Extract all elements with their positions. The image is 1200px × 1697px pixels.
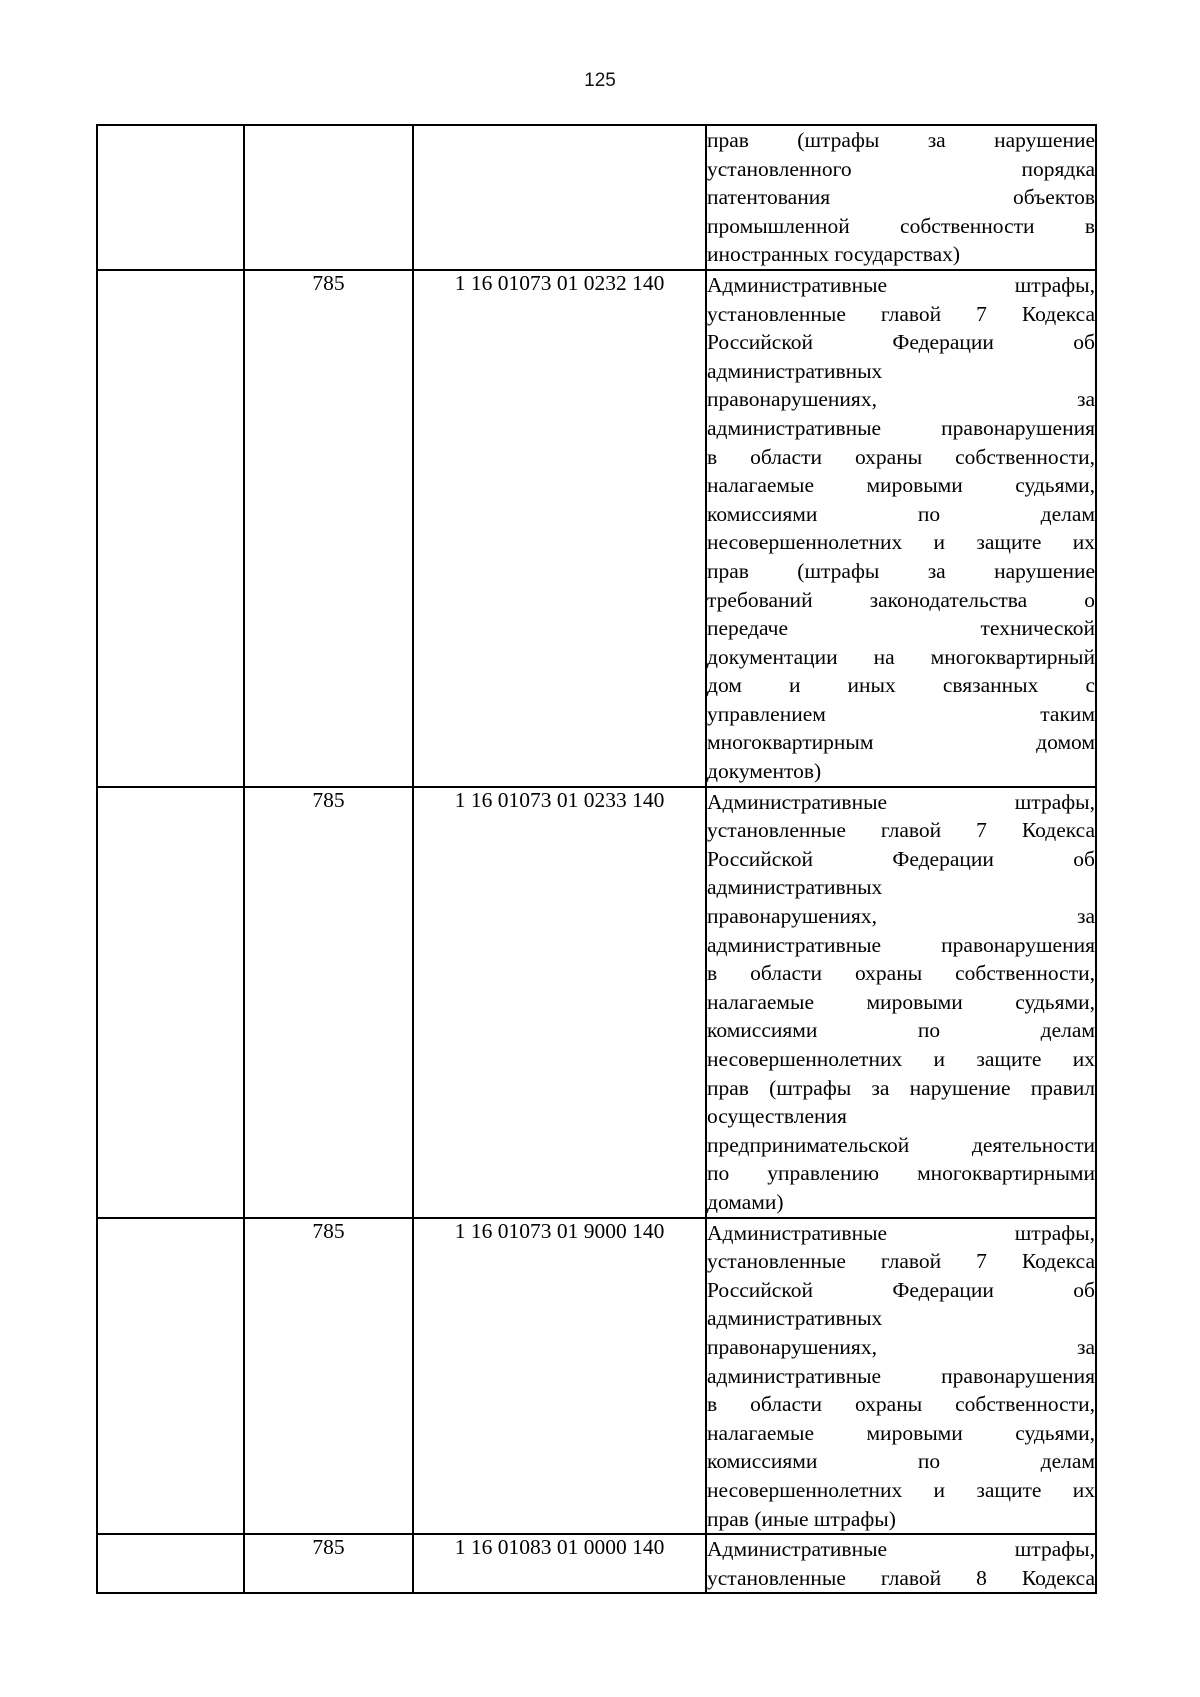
income-code-cell: 1 16 01073 01 0232 140 [413,270,706,787]
row-number-cell [97,270,244,787]
description-line: административных [707,875,883,900]
income-description-cell [706,1534,1096,1593]
description-line: административных [707,358,883,383]
description-line: Административные штрафы, [707,272,1095,297]
income-description-cell [706,270,1096,787]
description-line: передаче технической [707,616,1095,641]
description-line: комиссиями по делам [707,1018,1095,1043]
row-number-cell [97,787,244,1218]
table-row [97,1534,1096,1593]
description-line: административные правонарушения [707,415,1095,440]
description-line: требований законодательства о [707,587,1095,612]
description-line: промышленной собственности в [707,213,1095,238]
administrator-code-cell: 785 [244,1534,413,1593]
income-code-cell: 1 16 01083 01 0000 140 [413,1534,706,1593]
description-line: установленные главой 8 Кодекса [707,1565,1095,1590]
row-number-cell [97,1534,244,1593]
description-line: осуществления [707,1104,847,1129]
description-line: административные правонарушения [707,932,1095,957]
description-line: правонарушениях, за [707,387,1095,412]
description-line: в области охраны собственности, [707,961,1095,986]
table-row [97,125,1096,270]
description-line: многоквартирным домом [707,730,1095,755]
description-line: правонарушениях, за [707,904,1095,929]
description-line: установленные главой 7 Кодекса [707,301,1095,326]
income-code-cell [413,125,706,270]
description-line: Административные штрафы, [707,1537,1095,1562]
description-line: документации на многоквартирный [707,644,1095,669]
administrator-code-cell: 785 [244,1218,413,1535]
page-number: 125 [584,70,616,91]
row-number-cell [97,125,244,270]
budget-classification-table [96,124,1097,1594]
description-line: прав (штрафы за нарушение [707,128,1095,152]
administrator-code-cell: 785 [244,270,413,787]
description-line: прав (штрафы за нарушение [707,558,1095,583]
description-line: Российской Федерации об [707,330,1095,355]
income-code-cell: 1 16 01073 01 0233 140 [413,787,706,1218]
income-description-cell [706,125,1096,270]
income-code-cell: 1 16 01073 01 9000 140 [413,1218,706,1535]
description-line: прав (иные штрафы) [707,1506,896,1531]
description-line: Российской Федерации об [707,1277,1095,1302]
description-line: налагаемые мировыми судьями, [707,1420,1095,1445]
description-line: установленные главой 7 Кодекса [707,1249,1095,1274]
row-number-cell [97,1218,244,1535]
administrator-code-cell: 785 [244,787,413,1218]
description-line: несовершеннолетних и защите их [707,1477,1095,1502]
table-row [97,270,1096,787]
income-description-cell [706,1218,1096,1535]
description-line: в области охраны собственности, [707,444,1095,469]
description-line: установленного порядка [707,156,1095,181]
description-line: комиссиями по делам [707,1449,1095,1474]
table-body [97,125,1096,1593]
administrator-code-cell [244,125,413,270]
description-line: дом и иных связанных с [707,673,1095,698]
description-line: Российской Федерации об [707,846,1095,871]
description-line: прав (штрафы за нарушение правил [707,1075,1095,1100]
income-description-cell [706,787,1096,1218]
description-line: установленные главой 7 Кодекса [707,818,1095,843]
description-line: административных [707,1306,883,1331]
description-line: по управлению многоквартирными [707,1161,1095,1186]
description-line: несовершеннолетних и защите их [707,1047,1095,1071]
description-line: несовершеннолетних и защите их [707,530,1095,555]
description-line: домами) [707,1189,784,1214]
description-line: комиссиями по делам [707,501,1095,526]
description-line: документов) [707,759,822,784]
description-line: иностранных государствах) [707,242,961,267]
description-line: патентования объектов [707,185,1095,210]
description-line: Административные штрафы, [707,1220,1095,1245]
description-line: правонарушениях, за [707,1334,1095,1359]
description-line: административные правонарушения [707,1363,1095,1388]
description-line: предпринимательской деятельности [707,1132,1095,1157]
description-line: Административные штрафы, [707,789,1095,814]
description-line: налагаемые мировыми судьями, [707,473,1095,498]
description-line: в области охраны собственности, [707,1392,1095,1417]
description-line: управлением таким [707,701,1095,726]
table-row [97,787,1096,1218]
table-row [97,1218,1096,1535]
description-line: налагаемые мировыми судьями, [707,989,1095,1014]
